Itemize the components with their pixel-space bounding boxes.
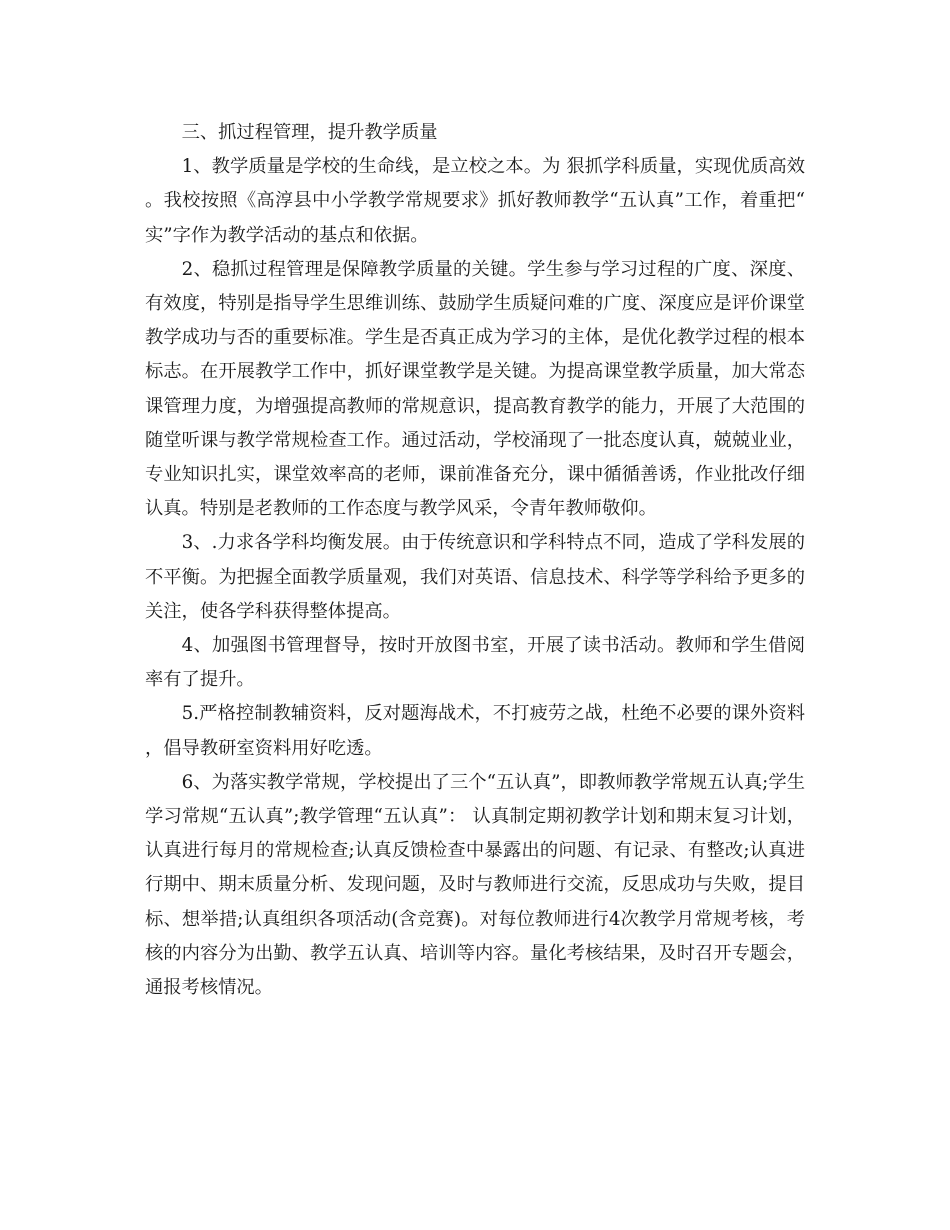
paragraph-item-5: 5.严格控制教辅资料，反对题海战术，不打疲劳之战，杜绝不必要的课外资料，倡导教研室资料用好吃透。 — [145, 703, 805, 759]
paragraph-item-4: 4、加强图书管理督导，按时开放图书室，开展了读书活动。教师和学生借阅率有了提升。 — [145, 635, 805, 691]
document-page — [145, 116, 805, 1005]
paragraph-item-6: 6、为落实教学常规，学校提出了三个“五认真”，即教师教学常规五认真;学生学习常规“五认真”;教学管理“五认真”： 认真制定期初教学计划和期末复习计划，认真进行每月的常规检查;认真反馈检查中暴露出的问题、有记录、有整改;认真进行期中、期末质量分析、发现问题，及时与教师进行交流，反思成功与失败，提目标、想举措;认真组织各项活动(含竞赛)。对每位教师进行4次教学月常规考核，考核的内容分为出勤、教学五认真、培训等内容。量化考核结果，及时召开专题会，通报考核情况。 — [145, 771, 805, 999]
paragraph-item-2: 2、稳抓过程管理是保障教学质量的关键。学生参与学习过程的广度、深度、有效度，特别是指导学生思维训练、鼓励学生质疑问难的广度、深度应是评价课堂教学成功与否的重要标准。学生是否真正成为学习的主体，是优化教学过程的根本标志。在开展教学工作中，抓好课堂教学是关键。为提高课堂教学质量，加大常态课管理力度，为增强提高教师的常规意识，提高教育教学的能力，开展了大范围的随堂听课与教学常规检查工作。通过活动，学校涌现了一批态度认真，兢兢业业，专业知识扎实，课堂效率高的老师，课前准备充分，课中循循善诱，作业批改仔细认真。特别是老教师的工作态度与教学风采，令青年教师敬仰。 — [145, 258, 805, 520]
paragraph-item-3: 3、.力求各学科均衡发展。由于传统意识和学科特点不同，造成了学科发展的不平衡。为把握全面教学质量观，我们对英语、信息技术、科学等学科给予更多的关注，使各学科获得整体提高。 — [145, 532, 805, 622]
paragraph-item-1: 1、教学质量是学校的生命线，是立校之本。为 狠抓学科质量，实现优质高效。我校按照《高淳县中小学教学常规要求》抓好教师教学“五认真”工作，着重把“实”字作为教学活动的基点和依据。 — [145, 156, 805, 246]
section-heading: 三、抓过程管理，提升教学质量 — [181, 122, 438, 143]
